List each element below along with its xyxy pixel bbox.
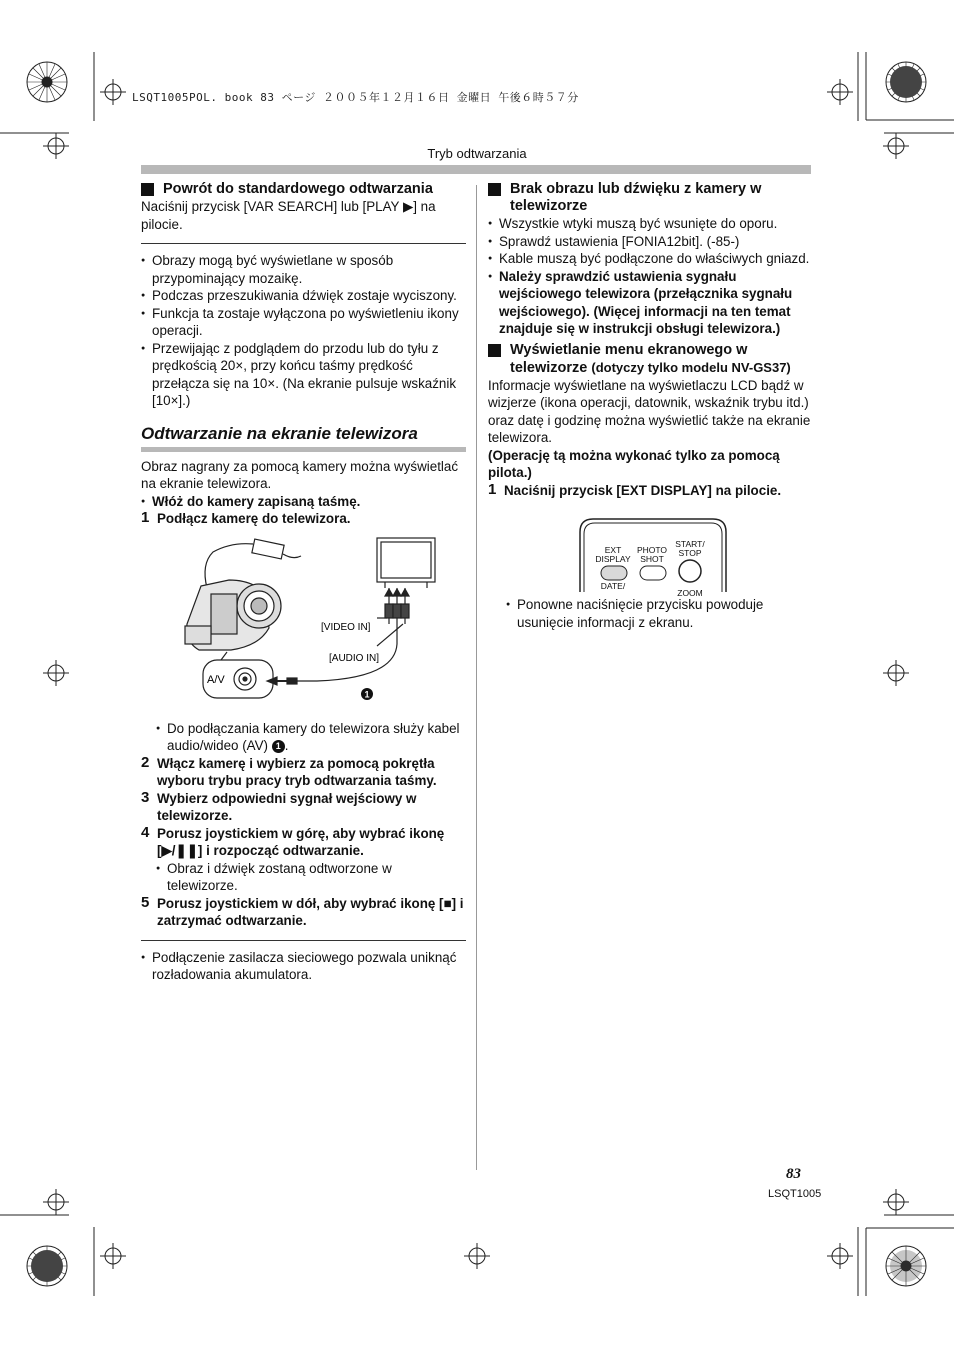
return-instruction: Naciśnij przycisk [VAR SEARCH] lub [PLAY ▶] na pilocie. xyxy=(141,199,436,232)
remote-only-note: (Operację tą można wykonać tylko za pomocą pilota.) xyxy=(488,447,780,480)
note-item: ● Podczas przeszukiwania dźwięk zostaje wyciszony. xyxy=(141,287,466,305)
start-stop-button[interactable] xyxy=(679,560,701,582)
heading-onscreen-menu: Wyświetlanie menu ekranowego w telewizorze (dotyczy tylko modelu NV-GS37) xyxy=(488,342,813,377)
square-bullet-icon xyxy=(488,344,501,357)
header-bar xyxy=(141,165,811,174)
tv-input-note: ● Należy sprawdzić ustawienia sygnału wejściowego telewizora (przełącznika sygnału wejściowego). (Więcej informacji na ten temat znajduje się w instrukcji obsługi telewizora.) xyxy=(488,268,813,338)
shot-label: SHOT xyxy=(640,554,664,564)
photo-shot-button[interactable] xyxy=(640,566,666,580)
running-title: Tryb odtwarzania xyxy=(427,146,527,161)
stop-label: STOP xyxy=(678,548,702,558)
heading-no-picture: Brak obrazu lub dźwięku z kamery w telewizorze xyxy=(488,181,813,215)
divider xyxy=(141,243,466,244)
step-5: 5 Porusz joystickiem w dół, aby wybrać ikonę [■] i zatrzymać odtwarzanie. xyxy=(141,893,464,928)
callout-number: 1 xyxy=(364,689,370,699)
start-label: START/ xyxy=(675,539,705,549)
step-4: 4 Porusz joystickiem w górę, aby wybrać ikonę [▶/❚❚] i rozpocząć odtwarzanie. xyxy=(141,823,445,858)
remote-note: ● Ponowne naciśnięcie przycisku powoduje usunięcie informacji z ekranu. xyxy=(506,596,813,631)
note-item: ● Funkcja ta zostaje wyłączona po wyświetleniu ikony operacji. xyxy=(141,305,466,340)
document-code: LSQT1005 xyxy=(768,1188,822,1200)
ext-display-button[interactable] xyxy=(601,566,627,580)
tv-intro: Obraz nagrany za pomocą kamery można wyświetlać na ekranie telewizora. xyxy=(141,458,459,491)
check-item: ● Sprawdź ustawienia [FONIA12bit]. (-85-) xyxy=(488,233,813,251)
connection-diagram xyxy=(141,534,466,714)
heading-return-normal: Powrót do standardowego odtwarzania xyxy=(141,181,466,198)
print-file-info: LSQT1005POL. book 83 ページ ２００５年１２月１６日 金曜日 午後６時５７分 xyxy=(132,91,579,104)
section-title-tv-playback: Odtwarzanie na ekranie telewizora xyxy=(141,423,418,443)
page-number: 83 xyxy=(786,1166,801,1182)
divider xyxy=(141,940,466,941)
step-1: 1 Podłącz kamerę do telewizora. xyxy=(141,509,351,526)
square-bullet-icon xyxy=(141,183,154,196)
remote-control-illustration xyxy=(579,518,739,598)
ext-label: EXT xyxy=(604,545,622,555)
video-in-label: [VIDEO IN] xyxy=(321,621,371,633)
photo-label: PHOTO xyxy=(636,545,668,555)
left-column xyxy=(141,181,466,984)
section-bar xyxy=(141,447,466,452)
right-step-1: 1 Naciśnij przycisk [EXT DISPLAY] na pilocie. xyxy=(488,480,782,498)
note-item: ● Obrazy mogą być wyświetlane w sposób przypominający mozaikę. xyxy=(141,252,466,287)
insert-tape-note: ● Włóż do kamery zapisaną taśmę. xyxy=(141,493,466,511)
check-item: ● Wszystkie wtyki muszą być wsunięte do oporu. xyxy=(488,215,813,233)
column-divider xyxy=(476,185,477,1170)
step-4-note: ● Obraz i dźwięk zostaną odtworzone w telewizorze. xyxy=(156,860,466,895)
callout-marker: 1 xyxy=(272,740,285,753)
ac-adapter-note: ● Podłączenie zasilacza sieciowego pozwala uniknąć rozładowania akumulatora. xyxy=(141,949,466,984)
audio-in-label: [AUDIO IN] xyxy=(329,652,380,664)
right-column xyxy=(488,181,813,631)
av-cable-note: ● Do podłączania kamery do telewizora służy kabel audio/wideo (AV) 1 . xyxy=(156,720,466,755)
date-label: DATE/ xyxy=(600,581,626,591)
step-2: 2 Włącz kamerę i wybierz za pomocą pokrętła wyboru trybu pracy tryb odtwarzania taśmy. xyxy=(141,753,437,788)
step-3: 3 Wybierz odpowiedni sygnał wejściowy w telewizorze. xyxy=(141,788,417,823)
square-bullet-icon xyxy=(488,183,501,196)
display-label: DISPLAY xyxy=(595,554,631,564)
zoom-label: ZOOM xyxy=(677,588,703,598)
check-item: ● Kable muszą być podłączone do właściwych gniazd. xyxy=(488,250,813,268)
av-jack-label: A/V xyxy=(207,673,225,686)
note-item: ● Przewijając z podglądem do przodu lub do tyłu z prędkością 20×, przy końcu taśmy prędkość przełącza się na 10×. (Na ekranie pulsuje wskaźnik [10×].) xyxy=(141,340,466,410)
onscreen-info-text: Informacje wyświetlane na wyświetlaczu LCD bądź w wizjerze (ikona operacji, datownik, wskaźnik trybu itd.) oraz datę i godzinę można wyświetlić także na ekranie telewizora. xyxy=(488,377,811,445)
